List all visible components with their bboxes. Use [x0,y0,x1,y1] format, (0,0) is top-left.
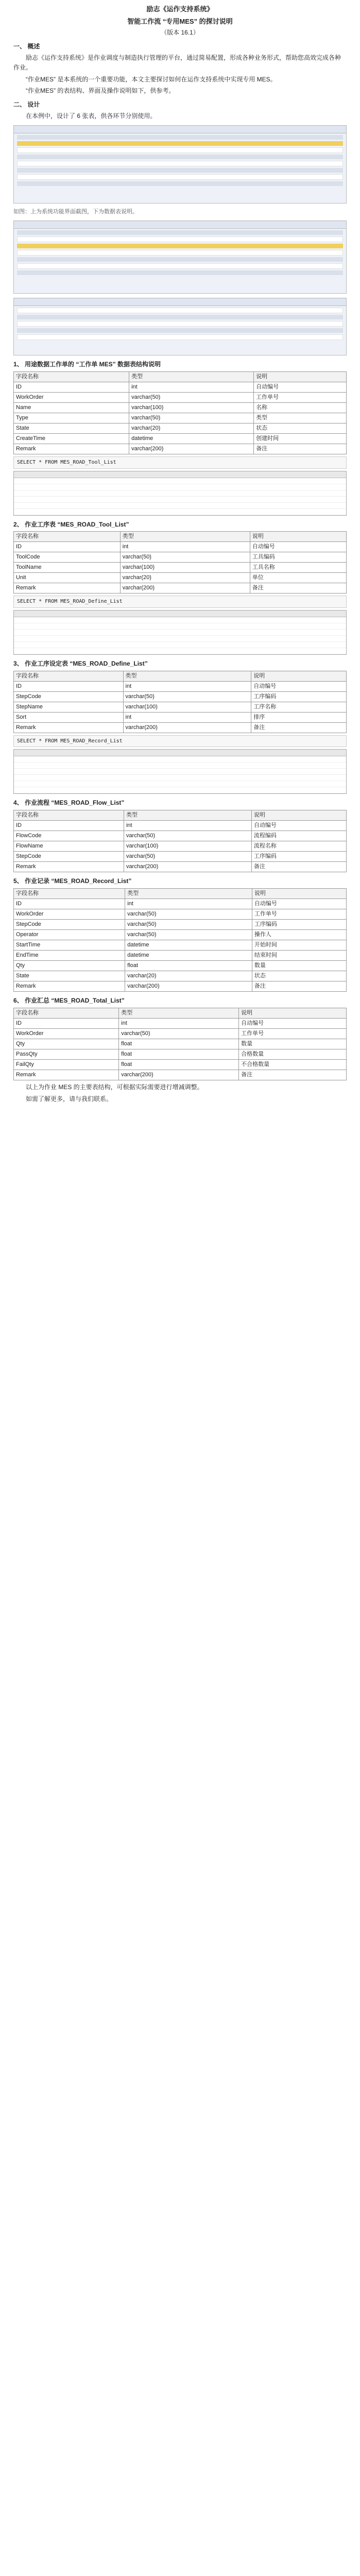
table-row [14,392,347,402]
table-row [14,841,347,852]
table-row [14,691,347,702]
table-header-cell: 说明 [254,371,347,382]
table-cell: StepCode [14,919,125,929]
table-cell: 自动编号 [254,382,347,392]
table-header-cell: 字段名称 [14,371,129,382]
doc-title: 励志《运作支持系统》 [146,5,214,13]
table-cell: 备注 [250,583,346,594]
table-cell: Remark [14,722,124,733]
doc-version: （版本 16.1） [161,29,199,37]
table-header-cell: 字段名称 [14,888,125,899]
screenshot-1 [13,125,347,204]
table-row [14,413,347,423]
table-cell: 数量 [252,961,346,971]
document-header [0,0,360,38]
table-cell: 备注 [252,981,346,992]
table-row [14,702,347,712]
table-title: 4、 作业流程 “MES_ROAD_Flow_List” [13,799,125,807]
table-header-cell: 类型 [129,371,254,382]
table-title: 3、 作业工序设定表 “MES_ROAD_Define_List” [13,659,148,667]
table-cell: FlowCode [14,831,124,841]
table-cell: datetime [129,433,254,444]
table-cell: 合格数量 [239,1049,347,1060]
table-row [14,899,347,909]
table-cell: varchar(100) [120,563,250,573]
table-cell: 类型 [254,413,347,423]
table-cell: varchar(50) [124,852,251,862]
table-cell: Qty [14,1039,119,1049]
table-cell: varchar(50) [120,552,250,563]
table-cell: ID [14,820,124,831]
table-cell: ID [14,382,129,392]
table-cell: Type [14,413,129,423]
sql-query: SELECT * FROM MES_ROAD_Tool_List [13,456,347,469]
table-cell: CreateTime [14,433,129,444]
field-table [13,810,347,872]
table-row [14,831,347,841]
table-cell: 创建时间 [254,433,347,444]
table-cell: Name [14,402,129,413]
table-row [14,852,347,862]
field-table [13,671,347,733]
intro-heading: 一、 概述 [13,42,40,50]
table-cell: 自动编号 [251,681,347,691]
table-cell: 开始时间 [252,940,346,951]
closing-paragraph-1: 以上为作业 MES 的主要表结构，可根据实际需要进行增减调整。 [26,1083,203,1091]
query-result-grid [13,471,347,516]
table-cell: float [119,1049,239,1060]
table-cell: FlowName [14,841,124,852]
sql-query: SELECT * FROM MES_ROAD_Record_List [13,735,347,748]
table-cell: 名称 [254,402,347,413]
table-title: 2、 作业工序表 “MES_ROAD_Tool_List” [13,520,129,528]
table-row [14,1049,347,1060]
table-cell: 工序编码 [252,919,346,929]
table-cell: varchar(100) [123,702,251,712]
table-cell: varchar(20) [129,423,254,433]
table-cell: 工具编码 [250,552,346,563]
field-table [13,888,347,992]
table-cell: 自动编号 [250,542,346,552]
table-row [14,1039,347,1049]
table-row [14,862,347,872]
table-cell: Remark [14,981,125,992]
table-cell: varchar(100) [129,402,254,413]
table-row [14,563,347,573]
screenshot-3 [13,298,347,355]
table-cell: int [120,542,250,552]
table-row [14,951,347,961]
table-cell: varchar(20) [120,573,250,583]
table-cell: Remark [14,583,121,594]
table-row [14,909,347,919]
table-cell: 操作人 [252,929,346,940]
table-cell: 单位 [250,573,346,583]
table-cell: 备注 [251,722,347,733]
table-cell: Sort [14,712,124,722]
table-cell: 工作单号 [254,392,347,402]
table-cell: varchar(100) [124,841,251,852]
table-row [14,433,347,444]
table-cell: int [125,899,252,909]
table-header-cell: 类型 [120,532,250,542]
table-cell: datetime [125,940,252,951]
intro-paragraph-2: “作业MES” 是本系统的一个重要功能，本文主要探讨如何在运作支持系统中实现专用 MES。 [26,75,277,83]
table-cell: int [129,382,254,392]
design-heading: 二、 设计 [13,100,40,108]
table-row [14,444,347,454]
table-cell: PassQty [14,1049,119,1060]
table-row [14,542,347,552]
table-row [14,423,347,433]
table-cell: varchar(200) [129,444,254,454]
table-cell: 备注 [239,1070,347,1080]
table-cell: 自动编号 [239,1018,347,1028]
table-cell: 工作单号 [239,1028,347,1039]
table-cell: 排序 [251,712,347,722]
design-note: 如图：上为系统功能界面截图，下为数据表说明。 [13,209,138,215]
table-cell: 自动编号 [252,899,346,909]
table-header-cell: 字段名称 [14,810,124,820]
table-cell: 自动编号 [251,820,346,831]
table-cell: Remark [14,862,124,872]
table-row [14,1070,347,1080]
field-table [13,531,347,594]
table-cell: varchar(50) [125,919,252,929]
closing-paragraph-2: 如需了解更多，请与我们联系。 [26,1095,113,1103]
table-cell: varchar(200) [125,981,252,992]
table-cell: int [119,1018,239,1028]
table-cell: 状态 [252,971,346,981]
table-row [14,573,347,583]
table-header-cell: 类型 [125,888,252,899]
table-cell: WorkOrder [14,392,129,402]
table-cell: varchar(20) [125,971,252,981]
table-row [14,402,347,413]
table-cell: 工序编码 [251,852,346,862]
table-row [14,712,347,722]
table-cell: Qty [14,961,125,971]
doc-subtitle: 智能工作流 “专用MES” 的探讨说明 [127,18,233,26]
table-cell: 数量 [239,1039,347,1049]
table-cell: 状态 [254,423,347,433]
table-cell: Unit [14,573,121,583]
table-cell: varchar(50) [125,909,252,919]
table-cell: StepCode [14,852,124,862]
table-cell: varchar(50) [129,413,254,423]
table-header-cell: 字段名称 [14,1008,119,1018]
field-table [13,371,347,454]
table-row [14,722,347,733]
table-row [14,1018,347,1028]
table-cell: State [14,971,125,981]
table-cell: Operator [14,929,125,940]
table-header-cell: 说明 [250,532,346,542]
table-cell: varchar(200) [119,1070,239,1080]
table-cell: 不合格数量 [239,1060,347,1070]
table-row [14,681,347,691]
table-cell: int [123,712,251,722]
table-header-cell: 类型 [124,810,251,820]
table-row [14,382,347,392]
table-row [14,961,347,971]
intro-paragraph-3: “作业MES” 的表结构、界面及操作说明如下，供参考。 [26,87,175,95]
table-cell: int [123,681,251,691]
table-cell: int [124,820,251,831]
table-cell: FailQty [14,1060,119,1070]
table-cell: float [119,1060,239,1070]
table-cell: 工作单号 [252,909,346,919]
table-cell: 工序名称 [251,702,347,712]
table-row [14,981,347,992]
document-body [0,42,360,1104]
table-header-cell: 类型 [119,1008,239,1018]
table-header-cell: 说明 [252,888,346,899]
table-cell: float [119,1039,239,1049]
table-row [14,929,347,940]
table-row [14,971,347,981]
intro-paragraph-1: 励志《运作支持系统》是作业调度与制造执行管理的平台，通过简易配置，形成各种业务形式，帮助您高效完成各种作业。 [13,54,341,72]
table-cell: ID [14,681,124,691]
screenshot-2 [13,221,347,294]
table-header-cell: 类型 [123,671,251,681]
table-header-cell: 说明 [251,810,346,820]
table-title: 1、 用途数据工作单的 “工作单 MES” 数据表结构说明 [13,361,161,368]
table-cell: ID [14,899,125,909]
table-cell: datetime [125,951,252,961]
table-cell: 结束时间 [252,951,346,961]
table-cell: varchar(200) [120,583,250,594]
table-section [13,360,347,1080]
table-cell: WorkOrder [14,1028,119,1039]
table-cell: StartTime [14,940,125,951]
table-row [14,1060,347,1070]
table-cell: 工具名称 [250,563,346,573]
table-cell: varchar(50) [124,831,251,841]
table-row [14,583,347,594]
table-cell: StepName [14,702,124,712]
table-cell: 工序编码 [251,691,347,702]
table-title: 6、 作业汇总 “MES_ROAD_Total_List” [13,997,125,1005]
table-cell: 流程名称 [251,841,346,852]
query-result-grid [13,610,347,655]
table-header-cell: 字段名称 [14,671,124,681]
table-cell: 流程编码 [251,831,346,841]
table-cell: varchar(50) [123,691,251,702]
table-header-cell: 说明 [251,671,347,681]
table-cell: varchar(50) [119,1028,239,1039]
query-result-grid [13,749,347,794]
table-cell: varchar(50) [125,929,252,940]
table-cell: ToolCode [14,552,121,563]
table-row [14,1028,347,1039]
table-cell: WorkOrder [14,909,125,919]
field-table [13,1008,347,1080]
table-title: 5、 作业记录 “MES_ROAD_Record_List” [13,877,132,885]
sql-query: SELECT * FROM MES_ROAD_Define_List [13,596,347,608]
table-row [14,940,347,951]
table-cell: varchar(200) [123,722,251,733]
table-cell: Remark [14,444,129,454]
table-cell: ID [14,1018,119,1028]
table-cell: StepCode [14,691,124,702]
table-cell: varchar(200) [124,862,251,872]
table-cell: State [14,423,129,433]
table-row [14,552,347,563]
table-cell: varchar(50) [129,392,254,402]
table-cell: 备注 [251,862,346,872]
table-cell: ToolName [14,563,121,573]
table-cell: float [125,961,252,971]
table-cell: EndTime [14,951,125,961]
table-row [14,820,347,831]
table-header-cell: 字段名称 [14,532,121,542]
table-cell: ID [14,542,121,552]
table-cell: Remark [14,1070,119,1080]
table-header-cell: 说明 [239,1008,347,1018]
table-cell: 备注 [254,444,347,454]
table-row [14,919,347,929]
design-paragraph: 在本例中，设计了 6 张表，供各环节分别使用。 [26,112,157,120]
